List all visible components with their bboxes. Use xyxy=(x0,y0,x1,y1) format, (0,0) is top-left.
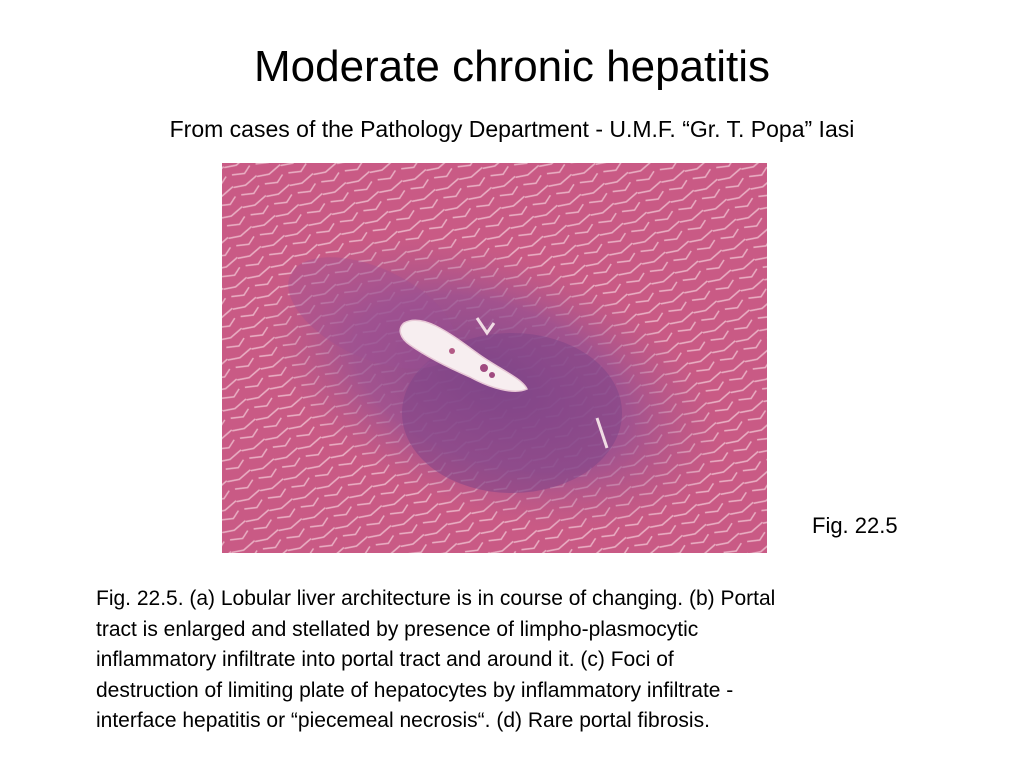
caption-line: Fig. 22.5. (a) Lobular liver architecture is in course of changing. (b) Portal xyxy=(96,587,776,610)
micrograph-image xyxy=(222,163,767,553)
caption-line: tract is enlarged and stellated by presence of limpho-plasmocytic xyxy=(96,617,699,641)
caption-line: inflammatory infiltrate into portal tract and around it. (c) Foci of xyxy=(96,648,674,671)
liver-histology-micrograph xyxy=(222,163,767,553)
slide-subtitle: From cases of the Pathology Department - U.M.F. “Gr. T. Popa” Iasi xyxy=(169,116,855,142)
figure-label: Fig. 22.5 xyxy=(812,513,898,538)
figure-caption xyxy=(96,584,956,737)
slide-title: Moderate chronic hepatitis xyxy=(253,42,771,91)
caption-line: interface hepatitis or “piecemeal necrosis“. (d) Rare portal fibrosis. xyxy=(96,709,710,732)
caption-line: destruction of limiting plate of hepatocytes by inflammatory infiltrate - xyxy=(96,678,734,702)
